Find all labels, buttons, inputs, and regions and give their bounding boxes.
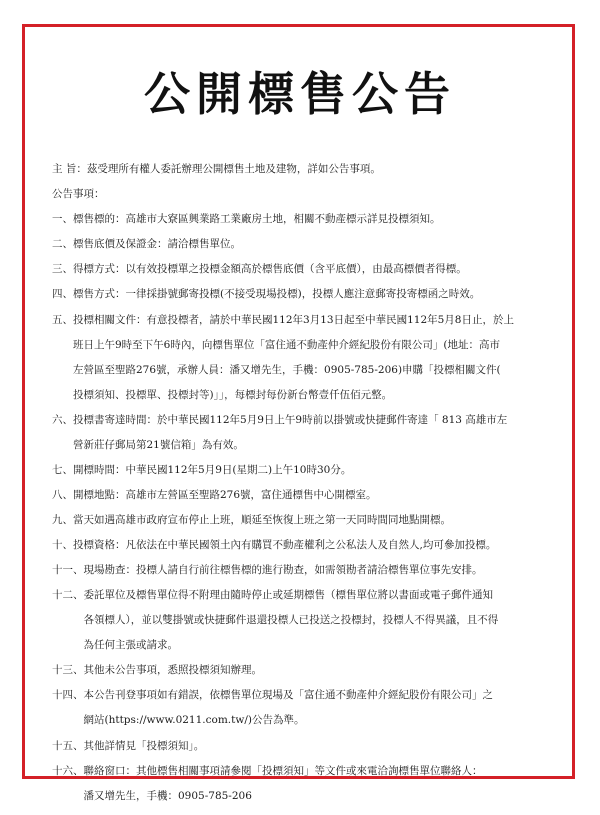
item-text-line: 當天如遇高雄市政府宣布停止上班，順延至恢復上班之第一天同時間同地點開標。	[73, 513, 451, 526]
item-text	[84, 589, 558, 652]
item-text-line: 標售方式：一律採掛號郵寄投標(不接受現場投標)，投標人應注意郵寄投寄標函之時效。	[73, 288, 481, 301]
notice-item	[52, 263, 557, 276]
items-header: 公告事項：	[52, 188, 105, 201]
item-text	[73, 213, 557, 226]
item-text-line: 班日上午9時至下午6時內，向標售單位「富住通不動產仲介經紀股份有限公司」(地址：高市	[73, 338, 500, 351]
notice-item	[52, 740, 557, 753]
item-number: 十二、	[52, 589, 84, 602]
notice-item	[52, 589, 557, 652]
item-text-line: 聯絡窗口：其他標售相關事項請參閱「投標須知」等文件或來電洽詢標售單位聯絡人：	[83, 764, 483, 777]
item-text-line: 委託單位及標售單位得不附理由隨時停止或延期標售（標售單位將以書面或電子郵件通知	[83, 589, 493, 602]
item-text-line: 營新莊仔郵局第21號信箱」為有效。	[73, 438, 244, 451]
item-number: 十四、	[52, 689, 84, 702]
item-text-line: 左營區至聖路276號，承辦人員：潘又增先生，手機：0905-785-206)申購「投標相關文件(	[73, 363, 501, 376]
item-text-line: 得標方式：以有效投標單之投標金額高於標售底價（含平底價），由最高標價者得標。	[73, 263, 467, 276]
notice-item	[52, 314, 557, 402]
notice-item	[52, 765, 557, 803]
item-text	[73, 288, 557, 301]
notice-item	[52, 414, 557, 452]
notice-item	[52, 689, 557, 727]
item-number: 七、	[52, 463, 73, 476]
item-text-line: 投標資格：凡依法在中華民國領土內有購買不動產權利之公私法人及自然人,均可參加投標。	[73, 539, 497, 552]
item-number: 十三、	[52, 664, 84, 677]
item-text	[73, 314, 557, 402]
item-text-line: 現場勘查：投標人請自行前往標售標的進行勘查，如需領勘者請洽標售單位事先安排。	[83, 564, 483, 577]
item-number: 三、	[52, 263, 73, 276]
item-text-line: 本公告刊登事項如有錯誤，依標售單位現場及「富住通不動產仲介經紀股份有限公司」之	[83, 689, 493, 702]
notice-title: 公開標售公告	[144, 67, 456, 121]
notice-item	[52, 464, 557, 477]
item-text	[84, 664, 558, 677]
item-text-line: 投標相關文件：有意投標者，請於中華民國112年3月13日起至中華民國112年5月8日止，於上	[73, 313, 514, 326]
item-text-line: 投標書寄達時間：於中華民國112年5月9日上午9時前以掛號或快捷郵件寄達「 813 高雄市左	[73, 413, 508, 426]
notice-item	[52, 564, 557, 577]
item-number: 十六、	[52, 764, 84, 777]
item-number: 六、	[52, 413, 73, 426]
item-text	[73, 464, 557, 477]
notice-item	[52, 539, 557, 552]
item-text	[84, 564, 558, 577]
item-text-line: 為任何主張或請求。	[83, 639, 178, 652]
item-number: 二、	[52, 238, 73, 251]
item-text	[73, 263, 557, 276]
item-text	[73, 238, 557, 251]
item-number: 五、	[52, 313, 73, 326]
item-number: 十、	[52, 539, 73, 552]
item-text	[84, 689, 558, 727]
notice-item	[52, 213, 557, 226]
item-text-line: 網站(https://www.0211.com.tw/)公告為準。	[83, 714, 305, 727]
item-text-line: 潘又增先生，手機：0905-785-206	[83, 789, 252, 802]
item-text	[73, 414, 557, 452]
notice-item	[52, 664, 557, 677]
notice-item	[52, 288, 557, 301]
item-text-line: 投標須知、投標單、投標封等)」」，每標封每份新台幣壹仟伍佰元整。	[73, 388, 393, 401]
item-text	[73, 514, 557, 527]
notice-body	[52, 163, 557, 815]
item-text-line: 開標地點：高雄市左營區至聖路276號，富住通標售中心開標室。	[73, 488, 377, 501]
item-text-line: 標售底價及保證金：請洽標售單位。	[73, 238, 241, 251]
item-text-line: 其他詳情見「投標須知」。	[83, 739, 205, 752]
notice-item	[52, 489, 557, 502]
item-number: 四、	[52, 288, 73, 301]
notice-item	[52, 514, 557, 527]
item-number: 一、	[52, 213, 73, 226]
item-number: 十五、	[52, 739, 84, 752]
item-number: 十一、	[52, 564, 84, 577]
item-text-line: 標售標的：高雄市大寮區興業路工業廠房土地，相關不動產標示詳見投標須知。	[73, 213, 441, 226]
item-text-line: 開標時間：中華民國112年5月9日(星期二)上午10時30分。	[73, 463, 352, 476]
item-text-line: 各領標人），並以雙掛號或快捷郵件退還投標人已投送之投標封，投標人不得異議，且不得	[83, 614, 499, 627]
item-text	[84, 740, 558, 753]
item-text	[73, 539, 557, 552]
notice-subject: 主 旨：茲受理所有權人委託辦理公開標售土地及建物，詳如公告事項。	[52, 163, 381, 175]
item-number: 九、	[52, 513, 73, 526]
notice-items	[52, 213, 557, 802]
notice-item	[52, 238, 557, 251]
item-number: 八、	[52, 488, 73, 501]
item-text	[73, 489, 557, 502]
item-text-line: 其他未公告事項，悉照投標須知辦理。	[83, 664, 262, 677]
item-text	[84, 765, 558, 803]
